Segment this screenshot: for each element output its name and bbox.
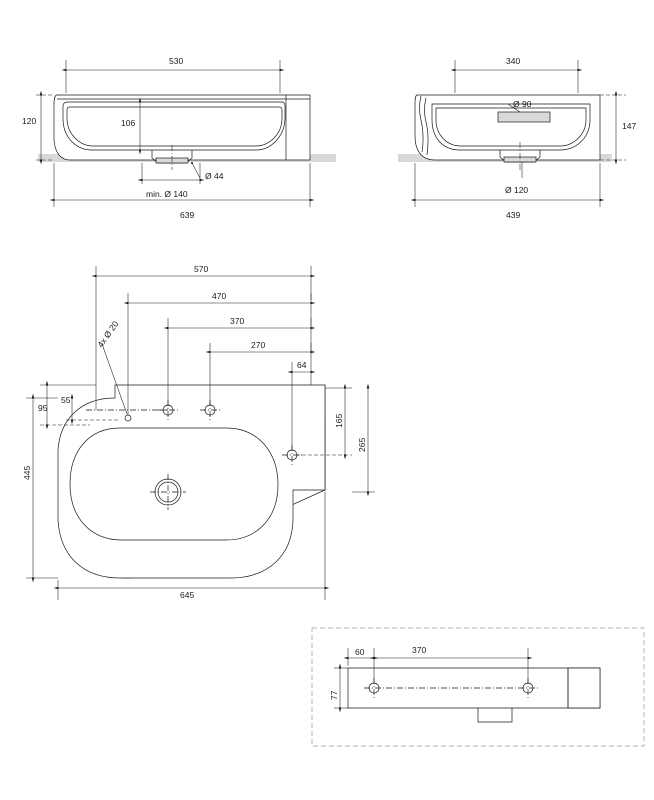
dim-front-min-d140: min. Ø 140 [146,189,188,199]
dim-plan-265: 265 [357,437,367,452]
dim-plan-95: 95 [38,403,48,413]
side-elevation-geometry [398,95,612,162]
dim-side-height-147: 147 [622,121,637,131]
dim-plan-445: 445 [22,465,32,480]
dim-plan-55: 55 [61,395,71,405]
dim-detail-370: 370 [412,645,427,655]
dim-side-waste-d120: Ø 120 [505,185,529,195]
dim-plan-270: 270 [251,340,266,350]
dim-plan-370: 370 [230,316,245,326]
dim-front-waste-d44: Ø 44 [205,171,224,181]
dim-side-width-340: 340 [506,56,521,66]
dim-side-overall-439: 439 [506,210,521,220]
top-plan-geometry [58,385,325,578]
dim-detail-77: 77 [329,690,339,700]
dim-plan-645: 645 [180,590,195,600]
dim-plan-165: 165 [334,413,344,428]
dim-front-overall-639: 639 [180,210,195,220]
dim-detail-60: 60 [355,647,365,657]
dim-plan-470: 470 [212,291,227,301]
dim-front-height-120: 120 [22,116,37,126]
bottom-detail-geometry [312,628,644,746]
dim-plan-64: 64 [297,360,307,370]
dim-plan-570: 570 [194,264,209,274]
dim-front-depth-106: 106 [121,118,136,128]
front-elevation-geometry [38,95,336,163]
dim-front-width-530: 530 [169,56,184,66]
dim-side-overflow-d90: Ø 90 [513,99,532,109]
dim-plan-4x-d20: 4x Ø 20 [95,319,121,350]
